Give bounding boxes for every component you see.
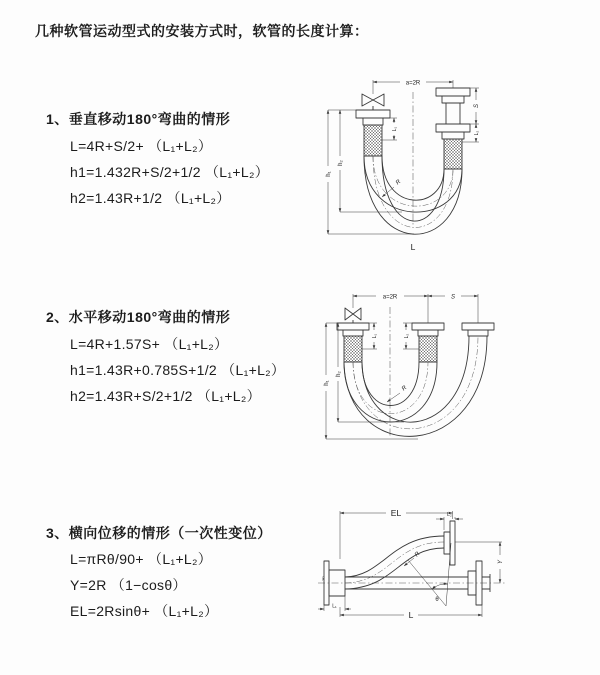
section2-formula-h1: h1=1.43R+0.785S+1/2 （L₁+L₂） xyxy=(70,362,286,378)
section3-formula-L: L=πRθ/90+ （L₁+L₂） xyxy=(70,551,213,567)
diagram-lateral-displacement xyxy=(316,503,508,633)
dim-label-y: Y xyxy=(498,559,504,565)
dim-label-l2: L₂ xyxy=(447,512,452,519)
section3-formula-EL: EL=2Rsinθ+ （L₁+L₂） xyxy=(70,603,219,619)
middle-fitting xyxy=(412,323,444,362)
valve-icon xyxy=(345,308,361,323)
section2-heading: 2、水平移动180°弯曲的情形 xyxy=(46,309,231,325)
dim-label-theta: θ xyxy=(435,597,439,603)
braided-section xyxy=(444,139,462,169)
diagram-horizontal-180-bend xyxy=(318,287,500,453)
centerline-mark: x̄ xyxy=(322,576,325,583)
displaced-fitting xyxy=(462,323,494,336)
braided-section xyxy=(344,336,362,362)
dim-label-l2: L₂ xyxy=(404,333,410,339)
dim-label-l: L xyxy=(408,610,414,620)
left-fitting xyxy=(356,110,390,156)
section1-heading: 1、垂直移动180°弯曲的情形 xyxy=(46,111,231,127)
dim-label-r: R xyxy=(395,179,403,187)
center-line xyxy=(318,577,506,584)
dim-label-s: S xyxy=(474,103,480,109)
dim-label-l1: L₁ xyxy=(332,603,337,610)
dim-label-l1: L₁ xyxy=(392,126,398,132)
dimensions xyxy=(324,294,478,439)
section2-formula-h2: h2=1.43R+S/2+1/2 （L₁+L₂） xyxy=(70,388,261,404)
section2-formula-L: L=4R+1.57S+ （L₁+L₂） xyxy=(70,336,229,352)
dim-label-h1: h₁ xyxy=(326,171,332,177)
right-fitting xyxy=(436,88,470,169)
dim-label-r: R xyxy=(401,385,409,393)
dim-label-h2: h₂ xyxy=(336,371,342,377)
section3-heading: 3、横向位移的情形（一次性变位） xyxy=(46,525,272,541)
dim-label-h1: h₁ xyxy=(324,380,330,386)
braided-section xyxy=(364,125,382,156)
dim-label-el: EL xyxy=(390,508,402,518)
dim-label-l2: L₂ xyxy=(474,130,480,136)
diagram-vertical-180-bend xyxy=(318,74,496,256)
dim-label-a2r: a=2R xyxy=(382,294,398,301)
section1-formula-L: L=4R+S/2+ （L₁+L₂） xyxy=(70,138,213,154)
braided-section xyxy=(419,336,437,362)
hose-curves xyxy=(344,333,487,436)
dim-label-r: R xyxy=(414,551,422,559)
dim-label-l: L xyxy=(410,242,416,252)
left-fitting xyxy=(337,323,369,362)
displaced-hose xyxy=(345,521,455,589)
section1-formula-h2: h2=1.43R+1/2 （L₁+L₂） xyxy=(70,190,231,206)
dim-label-l1: L₁ xyxy=(372,333,378,339)
page-title: 几种软管运动型式的安装方式时，软管的长度计算： xyxy=(35,23,369,39)
section1-formula-h1: h1=1.432R+S/2+1/2 （L₁+L₂） xyxy=(70,164,270,180)
dim-label-s: S xyxy=(450,294,456,301)
section3-formula-Y: Y=2R （1−cosθ） xyxy=(70,577,187,593)
dim-label-h2: h₂ xyxy=(338,160,344,166)
dim-label-a2r: a=2R xyxy=(405,80,421,87)
